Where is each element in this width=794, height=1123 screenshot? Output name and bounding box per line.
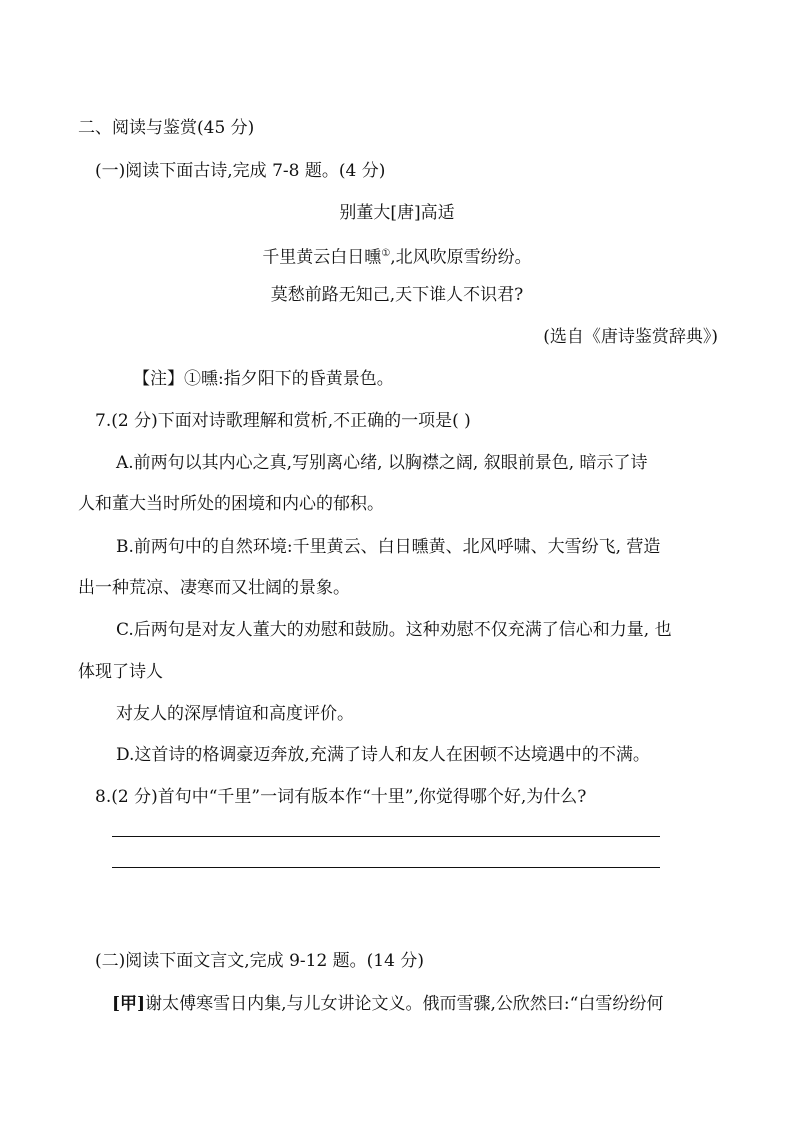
note-mark: ① bbox=[381, 248, 391, 259]
q7-option-b-line2: 出一种荒凉、凄寒而又壮阔的景象。 bbox=[78, 578, 350, 598]
question-8-stem: 8.(2 分)首句中“千里”一词有版本作“十里”,你觉得哪个好,为什么? bbox=[95, 787, 587, 807]
section-heading: 二、阅读与鉴赏(45 分) bbox=[78, 118, 255, 138]
poem-line-1-text: 千里黄云白日曛 bbox=[262, 247, 382, 268]
q7-option-a-line1: A.前两句以其内心之真,写别离心绪, 以胸襟之阔, 叙眼前景色, 暗示了诗 bbox=[116, 453, 648, 473]
poem-note: 【注】①曛:指夕阳下的昏黄景色。 bbox=[133, 369, 394, 389]
poem-source: (选自《唐诗鉴赏辞典》) bbox=[543, 327, 718, 347]
answer-line-2[interactable] bbox=[112, 867, 660, 868]
passage-jia-label: [甲] bbox=[112, 994, 146, 1014]
q7-option-c-line3: 对友人的深厚情谊和高度评价。 bbox=[116, 704, 354, 724]
q7-option-a-line2: 人和董大当时所处的困境和内心的郁积。 bbox=[78, 494, 384, 514]
poem-title: 别董大[唐]高适 bbox=[339, 203, 455, 223]
passage-jia bbox=[112, 993, 663, 1015]
part2-instruction: (二)阅读下面文言文,完成 9-12 题。(14 分) bbox=[95, 951, 424, 971]
poem-line-1-rest: ,北风吹原雪纷纷。 bbox=[390, 247, 532, 268]
poem-line-2: 莫愁前路无知己,天下谁人不识君? bbox=[270, 285, 524, 305]
q7-option-d-line1: D.这首诗的格调豪迈奔放,充满了诗人和友人在困顿不达境遇中的不满。 bbox=[116, 745, 650, 765]
question-7-stem: 7.(2 分)下面对诗歌理解和赏析,不正确的一项是( ) bbox=[95, 411, 471, 431]
q7-option-b-line1: B.前两句中的自然环境:千里黄云、白日曛黄、北风呼啸、大雪纷飞, 营造 bbox=[116, 537, 661, 557]
passage-jia-text: 谢太傅寒雪日内集,与儿女讲论文义。俄而雪骤,公欣然曰:“白雪纷纷何 bbox=[145, 994, 664, 1014]
poem-line-1 bbox=[0, 243, 794, 269]
q7-option-c-line1: C.后两句是对友人董大的劝慰和鼓励。这种劝慰不仅充满了信心和力量, 也 bbox=[116, 620, 672, 640]
q7-option-c-line2: 体现了诗人 bbox=[78, 662, 163, 682]
answer-line-1[interactable] bbox=[112, 836, 660, 837]
part1-instruction: (一)阅读下面古诗,完成 7-8 题。(4 分) bbox=[95, 161, 386, 181]
